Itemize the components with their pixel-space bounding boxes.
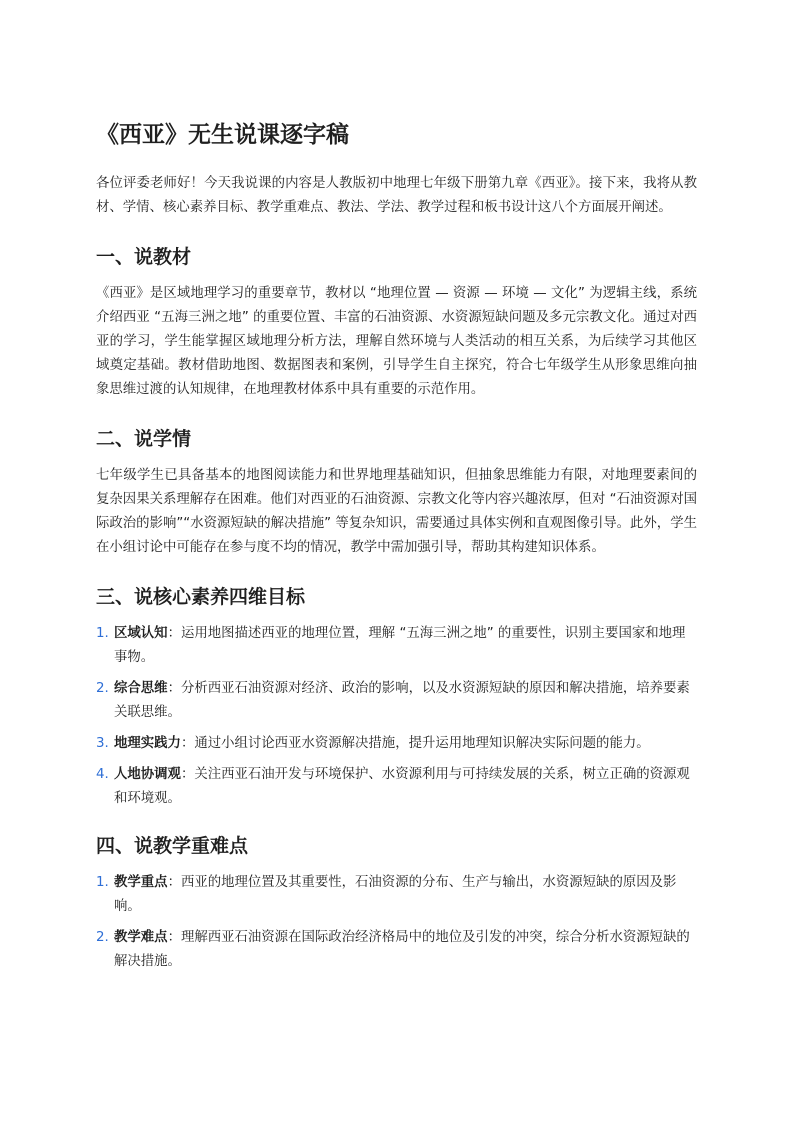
list-number: 4. [96,767,109,782]
list-term: 综合思维 [114,681,168,696]
list-term: 区域认知 [114,626,168,641]
key-points-list [96,871,697,974]
section-paragraph: 《西亚》是区域地理学习的重要章节，教材以 “地理位置 — 资源 — 环境 — 文化” 为逻辑主线，系统介绍西亚 “五海三洲之地” 的重要位置、丰富的石油资源、水资源短缺问题及多元宗教文化。通过对西亚的学习，学生能掌握区域地理分析方法，理解自然环境与人类活动的相互关系，为后续学习其他区域奠定基础。教材借助地图、数据图表和案例，引导学生自主探究，符合七年级学生从形象思维向抽象思维过渡的认知规律，在地理教材体系中具有重要的示范作用。 [96,286,697,397]
list-number: 1. [96,626,109,641]
list-text: ：运用地图描述西亚的地理位置，理解 “五海三洲之地” 的重要性，识别主要国家和地理事物。 [114,626,686,665]
section-key-points [96,831,697,974]
list-item [96,871,697,919]
list-item [96,926,697,974]
objectives-list [96,622,697,811]
list-term: 地理实践力 [114,736,181,751]
list-number: 3. [96,736,109,751]
list-text: ：西亚的地理位置及其重要性，石油资源的分布、生产与输出，水资源短缺的原因及影响。 [114,875,677,914]
section-heading: 二、说学情 [96,428,192,450]
section-textbook [96,242,697,402]
list-item [96,677,697,725]
section-heading: 一、说教材 [96,246,192,268]
document-title: 《西亚》无生说课逐字稿 [96,122,349,148]
list-term: 人地协调观 [114,767,181,782]
intro-paragraph: 各位评委老师好！今天我说课的内容是人教版初中地理七年级下册第九章《西亚》。接下来，我将从教材、学情、核心素养目标、教学重难点、教法、学法、教学过程和板书设计这八个方面展开阐述。 [96,176,697,215]
list-number: 1. [96,875,109,890]
section-heading: 三、说核心素养四维目标 [96,586,306,608]
section-students [96,424,697,560]
section-paragraph: 七年级学生已具备基本的地图阅读能力和世界地理基础知识，但抽象思维能力有限，对地理要素间的复杂因果关系理解存在困难。他们对西亚的石油资源、宗教文化等内容兴趣浓厚，但对 “石油资源对国际政治的影响”“水资源短缺的解决措施” 等复杂知识，需要通过具体实例和直观图像引导。此外，学生在小组讨论中可能存在参与度不均的情况，教学中需加强引导，帮助其构建知识体系。 [96,468,697,555]
section-heading: 四、说教学重难点 [96,835,249,857]
list-number: 2. [96,681,109,696]
list-term: 教学重点 [114,875,168,890]
list-item [96,732,697,756]
list-item [96,622,697,670]
list-text: ：关注西亚石油开发与环境保护、水资源利用与可持续发展的关系，树立正确的资源观和环境观。 [114,767,690,806]
list-number: 2. [96,930,109,945]
list-text: ：分析西亚石油资源对经济、政治的影响，以及水资源短缺的原因和解决措施，培养要素关联思维。 [114,681,690,720]
list-text: ：理解西亚石油资源在国际政治经济格局中的地位及引发的冲突，综合分析水资源短缺的解决措施。 [114,930,690,969]
list-term: 教学难点 [114,930,168,945]
section-objectives [96,582,697,811]
list-item [96,763,697,811]
list-text: ：通过小组讨论西亚水资源解决措施，提升运用地理知识解决实际问题的能力。 [180,736,650,751]
